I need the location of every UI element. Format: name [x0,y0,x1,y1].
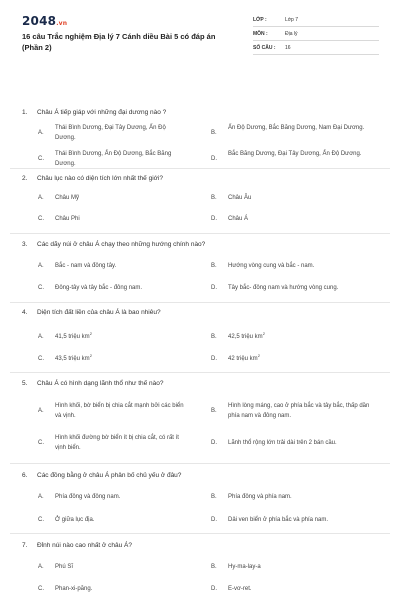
meta-label: SỐ CÂU : [253,44,276,51]
question-stem: 5. Châu Á có hình dạng lãnh thổ như thế nào? [22,380,164,387]
question-stem: 2. Châu lục nào có diện tích lớn nhất thế giới? [22,175,163,182]
meta-value: Địa lý [285,30,298,37]
meta-value: Lớp 7 [285,16,299,23]
divider [10,302,390,303]
site-logo[interactable]: 2048.vn [22,14,68,28]
question-stem: 6. Các đồng bằng ở châu Á phân bố chủ yếu ở đâu? [22,472,182,479]
meta-table [253,13,379,55]
meta-value: 16 [285,44,291,51]
question-stem: 3. Các dãy núi ở châu Á chạy theo những hướng chính nào? [22,241,206,248]
question-stem: 7. Đỉnh núi nào cao nhất ở châu Á? [22,542,132,549]
document-header [0,0,400,66]
meta-row-class [253,13,379,27]
document-title: 16 câu Trắc nghiệm Địa lý 7 Cánh diều Bài 5 có đáp án (Phần 2) [22,32,216,52]
divider [10,233,390,234]
meta-row-count [253,41,379,55]
question-stem: 1. Châu Á tiếp giáp với những đại dương nào ? [22,109,167,116]
divider [10,168,390,169]
meta-label: MÔN : [253,30,268,37]
divider [10,533,390,534]
question-stem: 4. Diện tích đất liền của châu Á là bao nhiêu? [22,309,161,316]
meta-row-subject [253,27,379,41]
meta-label: LỚP : [253,16,267,23]
divider [10,372,390,373]
divider [10,463,390,464]
